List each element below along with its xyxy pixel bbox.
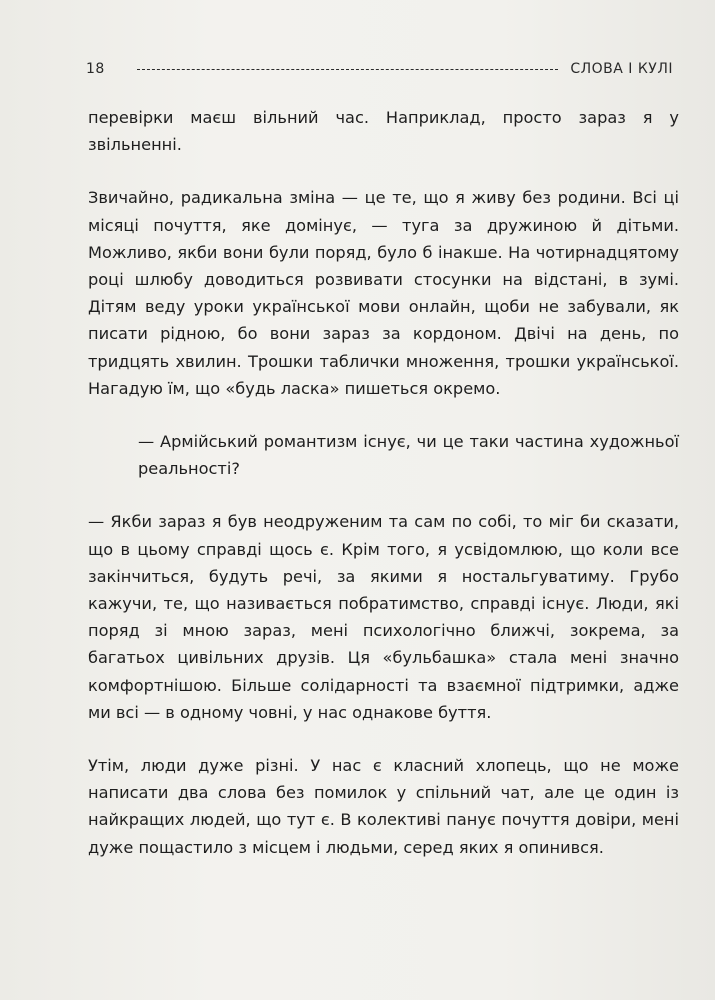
body-text bbox=[88, 104, 679, 887]
paragraph-people: Утім, люди дуже різні. У нас є класний хлопець, що не може написати два слова без помилок у спільний чат, але це один із найкращих людей, що тут є. В колективі панує почуття довіри, мені дуже пощастило з місцем і людьми, серед яких я опинився. bbox=[88, 756, 679, 857]
paragraph-family: Звичайно, радикальна зміна — це те, що я живу без родини. Всі ці місяці почуття, яке домінує, — туга за дружиною й дітьми. Можливо, якби вони були поряд, було б інакше. На чотирнадцятому році шлюбу доводиться розвивати стосунки на відстані, в зумі. Дітям веду уроки української мови онлайн, щоби не забували, як писати рідною, бо вони зараз за кордоном. Двічі на день, по тридцять хвилин. Трошки таблички множення, трошки української. Нагадую їм, що «будь ласка» пишеться окремо. bbox=[88, 188, 679, 398]
paragraph-continuation: перевірки маєш вільний час. Наприклад, просто зараз я у звільненні. bbox=[88, 108, 679, 155]
page-header bbox=[86, 58, 673, 80]
running-title: СЛОВА І КУЛІ bbox=[570, 61, 673, 77]
paragraph-answer: — Якби зараз я був неодруженим та сам по собі, то міг би сказати, що в цьому справді щось є. Крім того, я усвідомлюю, що коли все закінчиться, будуть речі, за якими я ностальгуватиму. Грубо кажучи, те, що називається побратимство, справді існує. Люди, які поряд зі мною зараз, мені психологічно ближчі, зокрема, за багатьох цивільних друзів. Ця «бульбашка» стала мені значно комфортнішою. Більше солідарності та взаємної підтримки, адже ми всі — в одному човні, у нас однакове буття. bbox=[88, 512, 679, 722]
interview-question: — Армійський романтизм існує, чи це таки частина художньої реальності? bbox=[138, 432, 679, 479]
page-number: 18 bbox=[86, 61, 105, 77]
header-dashed-rule bbox=[137, 69, 559, 70]
